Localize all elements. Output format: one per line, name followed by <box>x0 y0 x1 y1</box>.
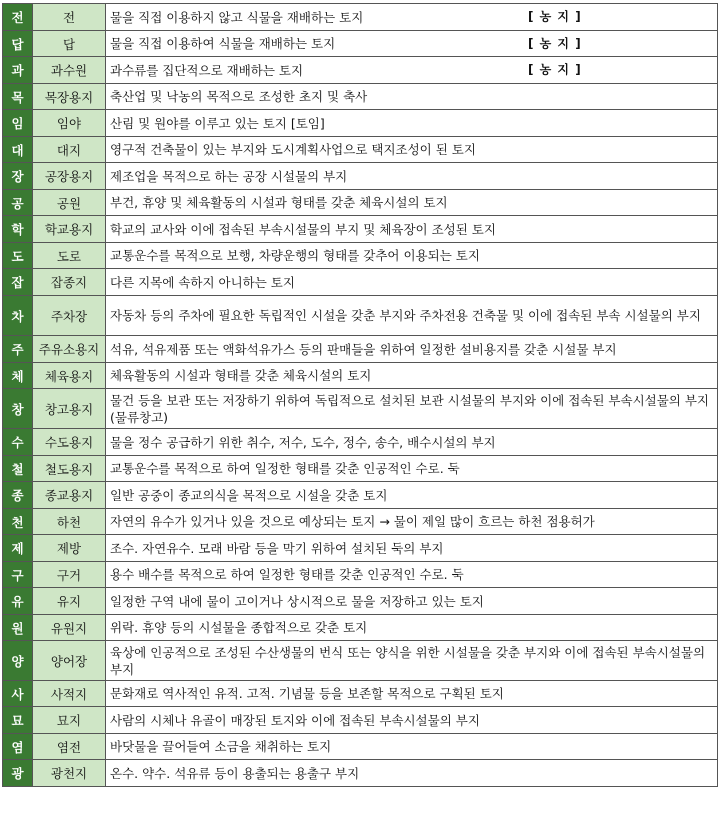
category-description: 부건, 휴양 및 체육활동의 시설과 형태를 갖춘 체육시설의 토지 <box>110 195 448 210</box>
table-row <box>3 363 718 389</box>
category-code: 도 <box>3 243 33 269</box>
category-code: 공 <box>3 190 33 216</box>
category-code: 창 <box>3 389 33 429</box>
table-row <box>3 641 718 681</box>
category-description: 물을 직접 이용하지 않고 식물을 재배하는 토지 <box>110 9 364 25</box>
table-row <box>3 535 718 562</box>
table-row <box>3 4 718 31</box>
table-row <box>3 190 718 216</box>
category-code: 원 <box>3 615 33 641</box>
table-row <box>3 760 718 787</box>
category-description: 온수. 약수. 석유류 등이 용출되는 용출구 부지 <box>110 765 360 781</box>
category-description: 제조업을 목적으로 하는 공장 시설물의 부지 <box>110 168 348 184</box>
table-row <box>3 163 718 190</box>
category-name: 목장용지 <box>33 84 106 110</box>
table-row <box>3 681 718 707</box>
category-description: 산림 및 원야를 이루고 있는 토지 [토임] <box>110 115 325 131</box>
category-code: 임 <box>3 110 33 137</box>
category-code: 천 <box>3 509 33 535</box>
category-description: 체육활동의 시설과 형태를 갖춘 체육시설의 토지 <box>110 368 372 383</box>
category-code: 체 <box>3 363 33 389</box>
table-row <box>3 588 718 615</box>
category-code: 제 <box>3 535 33 562</box>
category-description: 교통운수를 목적으로 하여 일정한 형태를 갖춘 인공적인 수로. 둑 <box>110 461 460 476</box>
category-description: 문화재로 역사적인 유적. 고적. 기념물 등을 보존할 목적으로 구획된 토지 <box>110 686 504 701</box>
category-code: 종 <box>3 482 33 509</box>
category-code: 사 <box>3 681 33 707</box>
category-description-cell <box>106 509 718 535</box>
table-row <box>3 389 718 429</box>
category-description-cell <box>106 641 718 681</box>
category-description-cell <box>106 588 718 615</box>
category-code: 장 <box>3 163 33 190</box>
category-description: 조수. 자연유수. 모래 바람 등을 막기 위하여 설치된 둑의 부지 <box>110 540 444 556</box>
category-name: 공장용지 <box>33 163 106 190</box>
category-description: 물을 직접 이용하여 식물을 재배하는 토지 <box>110 36 336 51</box>
category-description-cell <box>106 296 718 336</box>
category-description-cell <box>106 562 718 588</box>
land-category-table <box>2 3 718 787</box>
table-body <box>3 4 718 787</box>
category-code: 답 <box>3 31 33 57</box>
category-description-cell <box>106 681 718 707</box>
table-row <box>3 429 718 456</box>
category-description-cell <box>106 456 718 482</box>
category-name: 유지 <box>33 588 106 615</box>
category-description: 위락. 휴양 등의 시설물을 종합적으로 갖춘 토지 <box>110 620 368 635</box>
category-description: 석유, 석유제품 또는 액화석유가스 등의 판매들을 위하여 일정한 설비용지를 갖춘 시설물 부지 <box>110 341 617 357</box>
category-description: 축산업 및 낙농의 목적으로 조성한 초지 및 축사 <box>110 89 368 104</box>
category-description: 바닷물을 끌어들여 소금을 채취하는 토지 <box>110 739 332 754</box>
category-description: 용수 배수를 목적으로 하여 일정한 형태를 갖춘 인공적인 수로. 둑 <box>110 567 464 582</box>
table-row <box>3 110 718 137</box>
category-description-cell <box>106 137 718 163</box>
category-description-cell <box>106 707 718 734</box>
table-row <box>3 243 718 269</box>
category-code: 전 <box>3 4 33 31</box>
farmland-tag: [ 농 지 ] <box>528 36 582 50</box>
category-description-cell <box>106 482 718 509</box>
category-name: 주차장 <box>33 296 106 336</box>
category-name: 창고용지 <box>33 389 106 429</box>
category-name: 도로 <box>33 243 106 269</box>
category-description-cell <box>106 57 718 84</box>
table-row <box>3 734 718 760</box>
category-name: 과수원 <box>33 57 106 84</box>
table-row <box>3 482 718 509</box>
category-description: 물건 등을 보관 또는 저장하기 위하여 독립적으로 설치된 보관 시설물의 부지와 이에 접속된 부속시설물의 부지(물류창고) <box>110 392 710 425</box>
table-row <box>3 615 718 641</box>
category-name: 대지 <box>33 137 106 163</box>
category-name: 답 <box>33 31 106 57</box>
category-description-cell <box>106 363 718 389</box>
category-description: 교통운수를 목적으로 보행, 차량운행의 형태를 갖추어 이용되는 토지 <box>110 248 480 263</box>
category-description-cell <box>106 31 718 57</box>
category-description: 다른 지목에 속하지 아니하는 토지 <box>110 274 295 290</box>
category-description: 사람의 시체나 유골이 매장된 토지와 이에 접속된 부속시설물의 부지 <box>110 712 480 728</box>
category-name: 공원 <box>33 190 106 216</box>
category-description: 자연의 유수가 있거나 있을 것으로 예상되는 토지 → 물이 제일 많이 흐르는 하천 점용허가 <box>110 514 595 529</box>
category-name: 광천지 <box>33 760 106 787</box>
category-code: 차 <box>3 296 33 336</box>
table-row <box>3 336 718 363</box>
table-row <box>3 216 718 243</box>
category-code: 유 <box>3 588 33 615</box>
category-code: 묘 <box>3 707 33 734</box>
category-description-cell <box>106 760 718 787</box>
category-name: 주유소용지 <box>33 336 106 363</box>
category-code: 구 <box>3 562 33 588</box>
category-name: 종교용지 <box>33 482 106 509</box>
category-description-cell <box>106 336 718 363</box>
category-description-cell <box>106 389 718 429</box>
table-row <box>3 707 718 734</box>
table-row <box>3 509 718 535</box>
category-code: 광 <box>3 760 33 787</box>
category-name: 체육용지 <box>33 363 106 389</box>
category-description: 영구적 건축물이 있는 부지와 도시계획사업으로 택지조성이 된 토지 <box>110 142 476 157</box>
table-row <box>3 84 718 110</box>
category-name: 학교용지 <box>33 216 106 243</box>
category-name: 잡종지 <box>33 269 106 296</box>
category-description-cell <box>106 190 718 216</box>
category-description: 육상에 인공적으로 조성된 수산생물의 번식 또는 양식을 위한 시설물을 갖춘 부지와 이에 접속된 부속시설물의 부지 <box>110 644 706 677</box>
farmland-tag: [ 농 지 ] <box>528 62 582 77</box>
farmland-tag: [ 농 지 ] <box>528 9 582 24</box>
category-description-cell <box>106 243 718 269</box>
category-description-cell <box>106 84 718 110</box>
category-name: 임야 <box>33 110 106 137</box>
table-row <box>3 562 718 588</box>
category-name: 염전 <box>33 734 106 760</box>
category-code: 목 <box>3 84 33 110</box>
category-description-cell <box>106 615 718 641</box>
category-description: 자동차 등의 주차에 필요한 독립적인 시설을 갖춘 부지와 주차전용 건축물 및 이에 접속된 부속 시설물의 부지 <box>110 308 701 323</box>
category-name: 하천 <box>33 509 106 535</box>
category-code: 염 <box>3 734 33 760</box>
category-code: 양 <box>3 641 33 681</box>
category-code: 수 <box>3 429 33 456</box>
category-code: 철 <box>3 456 33 482</box>
category-description-cell <box>106 429 718 456</box>
category-description-cell <box>106 110 718 137</box>
category-description-cell <box>106 535 718 562</box>
category-description: 물을 정수 공급하기 위한 취수, 저수, 도수, 정수, 송수, 배수시설의 부지 <box>110 434 496 450</box>
category-name: 양어장 <box>33 641 106 681</box>
category-name: 수도용지 <box>33 429 106 456</box>
category-name: 사적지 <box>33 681 106 707</box>
category-description: 일반 공중이 종교의식을 목적으로 시설을 갖춘 토지 <box>110 487 388 503</box>
table-row <box>3 57 718 84</box>
category-code: 대 <box>3 137 33 163</box>
category-name: 구거 <box>33 562 106 588</box>
category-name: 전 <box>33 4 106 31</box>
category-code: 잡 <box>3 269 33 296</box>
category-description: 일정한 구역 내에 물이 고이거나 상시적으로 물을 저장하고 있는 토지 <box>110 593 484 609</box>
category-description-cell <box>106 216 718 243</box>
table-row <box>3 31 718 57</box>
category-description-cell <box>106 269 718 296</box>
category-description: 학교의 교사와 이에 접속된 부속시설물의 부지 및 체육장이 조성된 토지 <box>110 221 496 237</box>
table-row <box>3 456 718 482</box>
category-name: 유원지 <box>33 615 106 641</box>
category-name: 철도용지 <box>33 456 106 482</box>
table-row <box>3 296 718 336</box>
category-description-cell <box>106 734 718 760</box>
category-name: 묘지 <box>33 707 106 734</box>
category-description-cell <box>106 4 718 31</box>
category-description-cell <box>106 163 718 190</box>
category-code: 과 <box>3 57 33 84</box>
category-code: 학 <box>3 216 33 243</box>
table-row <box>3 137 718 163</box>
category-description: 과수류를 집단적으로 재배하는 토지 <box>110 62 304 78</box>
table-row <box>3 269 718 296</box>
category-name: 제방 <box>33 535 106 562</box>
category-code: 주 <box>3 336 33 363</box>
